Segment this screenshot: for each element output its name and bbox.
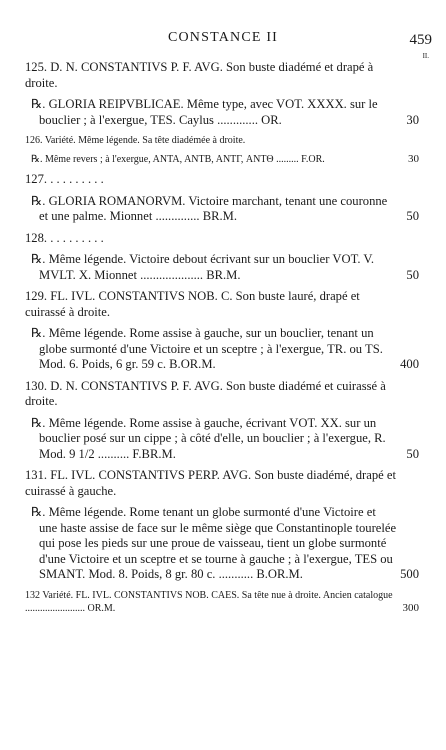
entry-129 — [25, 289, 419, 320]
entry-125-reverse — [25, 97, 419, 128]
entry-127 — [25, 172, 419, 188]
entry-text: 130. D. N. CONSTANTIVS P. F. AVG. Son buste diadémé et cuirassé à droite. — [25, 378, 386, 408]
entry-text: 127. . . . . . . . . . — [25, 172, 104, 186]
entry-text: ℞. GLORIA REIPVBLICAE. Même type, avec VOT. XXXX. sur le bouclier ; à l'exergue, TES. Caylus ............. OR. — [31, 97, 378, 127]
entry-text: 128. . . . . . . . . . — [25, 230, 104, 245]
entry-price: 400 — [400, 357, 419, 371]
signature-mark: II. — [422, 52, 429, 60]
entry-text: 131. FL. IVL. CONSTANTIVS PERP. AVG. Son buste diadémé, drapé et cuirassé à gauche. — [25, 468, 396, 498]
page-number: 459 — [409, 32, 432, 48]
entry-text: ℞. Même légende. Rome assise à gauche, écrivant VOT. XX. sur un bouclier posé sur un cippe ; à côté d'elle, un bouclier ; à l'exergue, R. Mod. 9 1/2 .......... F.BR.M. — [31, 415, 386, 461]
entry-price: 50 — [406, 209, 419, 223]
entry-text: ℞. Même revers ; à l'exergue, ANTA, ANTB, ANTΓ, ANTΘ ......... F.OR. — [31, 154, 325, 165]
entry-text: ℞. Même légende. Rome tenant un globe surmonté d'une Victoire et une haste assise de face sur le même siège que Constantinople tourelée qui pose les pieds sur une proue de vaisseau, tient un globe surmonté d'une Victoire et un sceptre et se tourne à gauche ; à l'exergue, TES ou SMANT. Mod. 8. Poids, 8 gr. 80 c. ........... B.OR.M. — [31, 505, 397, 581]
entry-129-reverse — [25, 326, 419, 373]
page-title: CONSTANCE II — [167, 30, 279, 45]
entry-text: ℞. GLORIA ROMANORVM. Victoire marchant, tenant une couronne et une palme. Mionnet .............. BR.M. — [31, 193, 388, 223]
entry-text: 125. D. N. CONSTANTIVS P. F. AVG. Son buste diadémé et drapé à droite. — [25, 60, 374, 90]
entry-130-reverse — [25, 416, 419, 463]
entry-130 — [25, 379, 419, 410]
entry-price: 30 — [408, 153, 419, 165]
entry-price: 300 — [402, 601, 419, 614]
entry-text: 132 Variété. FL. IVL. CONSTANTIVS NOB. CAES. Sa tête nue à droite. Ancien catalogue ........................ OR.M. — [25, 589, 393, 614]
entry-price: 30 — [406, 112, 419, 127]
entry-131-reverse — [25, 505, 419, 583]
entry-text: ℞. Même légende. Victoire debout écrivant sur un bouclier VOT. V. MVLT. X. Mionnet .................... BR.M. — [31, 252, 375, 282]
entry-text: ℞. Même légende. Rome assise à gauche, sur un bouclier, tenant un globe surmonté d'une Victoire et un sceptre ; à l'exergue, TR. ou TS. Mod. 6. Poids, 6 gr. 59 c. B.OR.M. — [31, 326, 383, 371]
entry-125 — [25, 60, 419, 91]
entry-127-reverse — [25, 194, 419, 225]
entry-price: 500 — [400, 567, 419, 581]
entry-text: 126. Variété. Même légende. Sa tête diadémée à droite. — [25, 135, 246, 146]
entry-text: 129. FL. IVL. CONSTANTIVS NOB. C. Son buste lauré, drapé et cuirassé à droite. — [25, 289, 360, 319]
entry-price: 50 — [406, 267, 419, 282]
catalogue-entries — [25, 60, 419, 621]
entry-131 — [25, 468, 419, 499]
entry-128 — [25, 231, 419, 247]
entry-128-reverse — [25, 252, 419, 283]
entry-132 — [25, 589, 419, 615]
entry-price: 50 — [406, 446, 419, 461]
entry-126 — [25, 134, 419, 147]
entry-126-reverse — [25, 153, 419, 166]
